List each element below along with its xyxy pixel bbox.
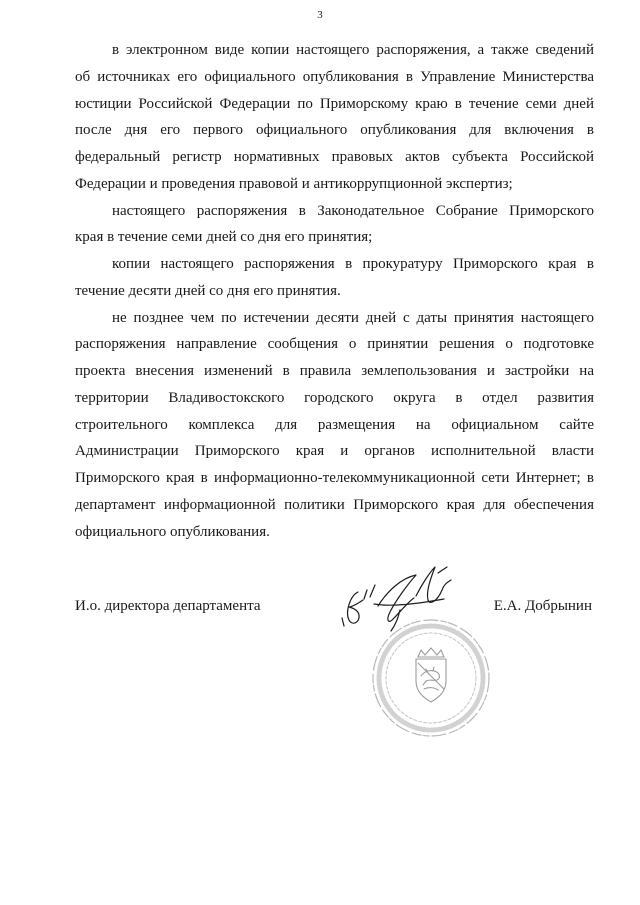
text-line: настоящего распоряжения в Законодательное Собрание Приморского bbox=[112, 202, 594, 219]
text-line: департамент информационной политики Приморского края для обеспечения bbox=[75, 496, 594, 513]
page-number: 3 bbox=[317, 9, 323, 21]
paragraph-send-to-ministry-of-justice bbox=[75, 37, 594, 198]
text-line: Приморского края в информационно-телекоммуникационной сети Интернет; в bbox=[75, 470, 594, 486]
text-line: федеральный регистр нормативных правовых актов субъекта Российской bbox=[75, 149, 594, 165]
paragraph-send-to-prosecutor bbox=[75, 251, 594, 305]
handwritten-signature bbox=[330, 560, 460, 640]
text-line: проекта внесения изменений в правила землепользования и застройки на bbox=[75, 363, 594, 379]
text-line: территории Владивостокского городского округа в отдел развития bbox=[75, 389, 594, 406]
text-line: копии настоящего распоряжения в прокуратуру Приморского края в bbox=[112, 256, 594, 272]
text-line: строительного комплекса для размещения на официальном сайте bbox=[75, 416, 594, 433]
text-line: Федерации и проведения правовой и антикоррупционной экспертиз; bbox=[75, 175, 513, 192]
paragraph-send-to-legislative-assembly bbox=[75, 198, 594, 252]
text-line: юстиции Российской Федерации по Приморскому краю в течение семи дней bbox=[75, 95, 594, 112]
text-line: официального опубликования. bbox=[75, 523, 270, 540]
coat-of-arms-emblem bbox=[416, 648, 446, 702]
document-body bbox=[75, 37, 594, 545]
text-line: об источниках его официального опубликования в Управление Министерства bbox=[75, 68, 594, 85]
text-line: распоряжения направление сообщения о принятии решения о подготовке bbox=[75, 336, 594, 353]
signer-name: Е.А. Добрынин bbox=[493, 598, 592, 614]
signer-position-title: И.о. директора департамента bbox=[75, 598, 261, 614]
paragraph-publication-notice bbox=[75, 305, 594, 546]
text-line: не позднее чем по истечении десяти дней с даты принятия настоящего bbox=[112, 309, 594, 326]
text-line: Администрации Приморского края и органов исполнительной власти bbox=[75, 443, 594, 460]
text-line: течение десяти дней со дня его принятия. bbox=[75, 282, 341, 299]
text-line: в электронном виде копии настоящего распоряжения, а также сведений bbox=[112, 42, 594, 58]
text-line: края в течение семи дней со дня его принятия; bbox=[75, 229, 373, 246]
text-line: после дня его первого официального опубликования для включения в bbox=[75, 122, 594, 139]
